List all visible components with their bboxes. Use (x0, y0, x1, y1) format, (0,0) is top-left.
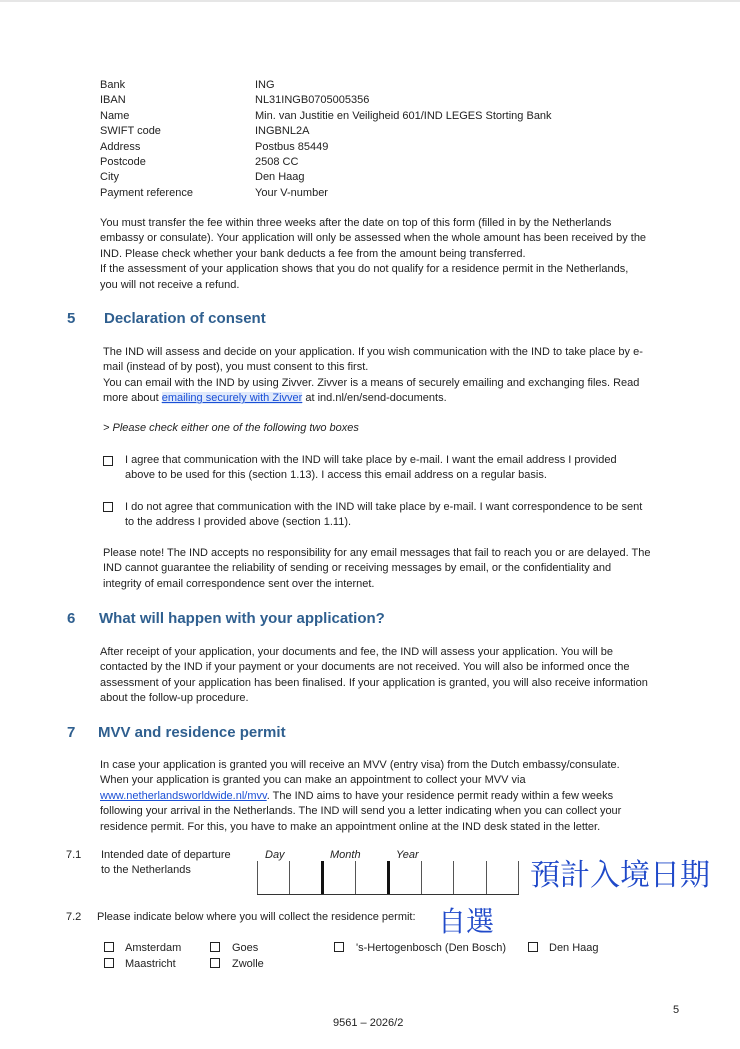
bank-value: 2508 CC (255, 155, 299, 168)
section-title: MVV and residence permit (98, 724, 286, 741)
paragraph-line: about the follow-up procedure. (100, 692, 249, 705)
date-cell-divider (518, 861, 519, 894)
fee-transfer-paragraph (100, 216, 646, 293)
consent-agree-label (125, 453, 617, 484)
paragraph-line: You can email with the IND by using Zivver. Zivver is a means of securely emailing and exchanging files. Read (103, 376, 640, 389)
date-cell-divider (355, 861, 356, 894)
consent-intro (103, 345, 643, 407)
consent-note (103, 546, 650, 592)
paragraph-line (103, 391, 643, 406)
city-checkbox-zwolle[interactable] (210, 958, 220, 968)
consent-agree-checkbox[interactable] (103, 456, 113, 466)
bank-label: City (100, 171, 119, 184)
section-number: 5 (67, 310, 76, 327)
date-cell-divider (453, 861, 454, 894)
date-group-divider (387, 861, 390, 894)
bank-row (100, 93, 552, 108)
handwritten-note-entry-date: 預計入境日期 (530, 858, 710, 893)
paragraph-line: you will not receive a refund. (100, 278, 240, 291)
city-label: Den Haag (549, 942, 599, 954)
page-number: 5 (673, 1004, 680, 1016)
paragraph-line: IND cannot guarantee the reliability of sending or receiving messages by email, or the confidentiality and (103, 562, 612, 575)
date-cell-divider (421, 861, 422, 894)
city-checkbox-den-haag[interactable] (528, 942, 538, 952)
question-number: 7.2 (66, 911, 82, 923)
paragraph-line: contacted by the IND if your payment or your documents are not received. You will also be informed once the (100, 661, 630, 674)
year-header: Year (396, 849, 419, 861)
handwritten-note-self-select: 自選 (438, 905, 495, 938)
bank-row (100, 124, 552, 139)
section-number: 6 (67, 610, 76, 627)
date-group-divider (321, 861, 324, 894)
paragraph-line: In case your application is granted you will receive an MVV (entry visa) from the Dutch embassy/consulate. (100, 759, 620, 771)
option-line: I do not agree that communication with the IND will take place by e-mail. I want correspondence to be sent (125, 501, 643, 513)
bank-value: Min. van Justitie en Veiligheid 601/IND LEGES Storting Bank (255, 109, 552, 122)
day-header: Day (265, 849, 285, 861)
bank-details-table (100, 78, 552, 201)
date-cell-divider (289, 861, 290, 894)
bank-row (100, 170, 552, 185)
departure-date-label (101, 848, 231, 879)
departure-date-input[interactable] (257, 861, 519, 895)
bank-label: Postcode (100, 155, 146, 168)
date-cell-divider (486, 861, 487, 894)
paragraph-line: The IND will assess and decide on your application. If you wish communication with the IND to take place by e- (103, 346, 643, 358)
paragraph-line (100, 789, 621, 804)
month-header: Month (330, 849, 361, 861)
paragraph-line: assessment of your application has been finalised. If your application is granted, you will also receive information (100, 676, 648, 689)
city-label: Zwolle (232, 958, 264, 970)
bank-value: NL31INGB0705005356 (255, 94, 370, 107)
bank-label: SWIFT code (100, 125, 161, 138)
mvv-paragraph (100, 758, 621, 835)
paragraph-line: embassy or consulate). Your application will only be assessed when the whole amount has been received by the (100, 232, 647, 245)
paragraph-line: After receipt of your application, your documents and fee, the IND will assess your application. You will be (100, 646, 613, 658)
paragraph-line: following your arrival in the Netherlands. The IND will send you a letter indicating when you can collect your (100, 805, 622, 818)
option-line: I agree that communication with the IND will take place by e-mail. I want the email address I provided (125, 454, 617, 466)
section-title: Declaration of consent (104, 310, 266, 327)
zivver-link[interactable]: emailing securely with Zivver (161, 392, 303, 405)
application-process-paragraph (100, 645, 648, 707)
bank-value: Den Haag (255, 171, 305, 184)
bank-row (100, 109, 552, 124)
bank-label: IBAN (100, 94, 126, 107)
city-label: Goes (232, 942, 259, 954)
label-line: Intended date of departure (101, 849, 231, 861)
city-checkbox-maastricht[interactable] (104, 958, 114, 968)
paragraph-line: IND. Please check whether your bank deducts a fee from the amount being transferred. (100, 247, 526, 260)
bank-label: Name (100, 109, 130, 122)
bank-value: Postbus 85449 (255, 140, 329, 153)
more-suffix: at ind.nl/en/send-documents. (302, 392, 447, 405)
paragraph-line: You must transfer the fee within three weeks after the date on top of this form (filled in by the Netherlands (100, 217, 612, 229)
city-label: 's-Hertogenbosch (Den Bosch) (356, 942, 507, 954)
city-checkbox-goes[interactable] (210, 942, 220, 952)
paragraph-line: If the assessment of your application shows that you do not qualify for a residence permit in the Netherlands, (100, 263, 629, 276)
bank-value: Your V-number (255, 186, 328, 199)
bank-label: Bank (100, 79, 126, 91)
paragraph-line: integrity of email correspondence sent over the internet. (103, 577, 375, 590)
line-suffix: . The IND aims to have your residence permit ready within a few weeks (266, 789, 614, 802)
bank-row (100, 78, 552, 93)
section-number: 7 (67, 724, 76, 741)
option-line: above to be used for this (section 1.13). I access this email address on a regular basis. (125, 469, 547, 482)
city-checkbox-den-bosch[interactable] (334, 942, 344, 952)
paragraph-line: Please note! The IND accepts no responsibility for any email messages that fail to reach you or are delayed. The (103, 547, 651, 559)
bank-row (100, 186, 552, 201)
city-label: Maastricht (125, 958, 176, 970)
label-line: to the Netherlands (101, 864, 191, 877)
city-checkbox-amsterdam[interactable] (104, 942, 114, 952)
more-prefix: more about (103, 392, 162, 405)
collection-location-label: Please indicate below where you will collect the residence permit: (97, 911, 416, 923)
bank-row (100, 155, 552, 170)
date-cell-divider (257, 861, 258, 894)
consent-disagree-label (125, 500, 642, 531)
section-title: What will happen with your application? (99, 610, 385, 627)
bank-label: Address (100, 140, 141, 153)
option-line: to the address I provided above (section 1.11). (125, 516, 352, 529)
paragraph-line: residence permit. For this, you have to make an appointment online at the IND desk stated in the letter. (100, 820, 601, 833)
paragraph-line: When your application is granted you can make an appointment to collect your MVV via (100, 774, 526, 787)
form-code: 9561 – 2026/2 (333, 1017, 404, 1029)
bank-value: ING (255, 79, 275, 91)
bank-label: Payment reference (100, 186, 193, 199)
city-label: Amsterdam (125, 942, 182, 954)
paragraph-line: mail (instead of by post), you must consent to this first. (103, 361, 369, 374)
bank-row (100, 140, 552, 155)
checkbox-instruction: > Please check either one of the following two boxes (103, 422, 359, 434)
consent-disagree-checkbox[interactable] (103, 502, 113, 512)
bank-value: INGBNL2A (255, 125, 310, 138)
netherlandsworldwide-link[interactable]: www.netherlandsworldwide.nl/mvv (100, 789, 267, 802)
question-number: 7.1 (66, 849, 82, 861)
